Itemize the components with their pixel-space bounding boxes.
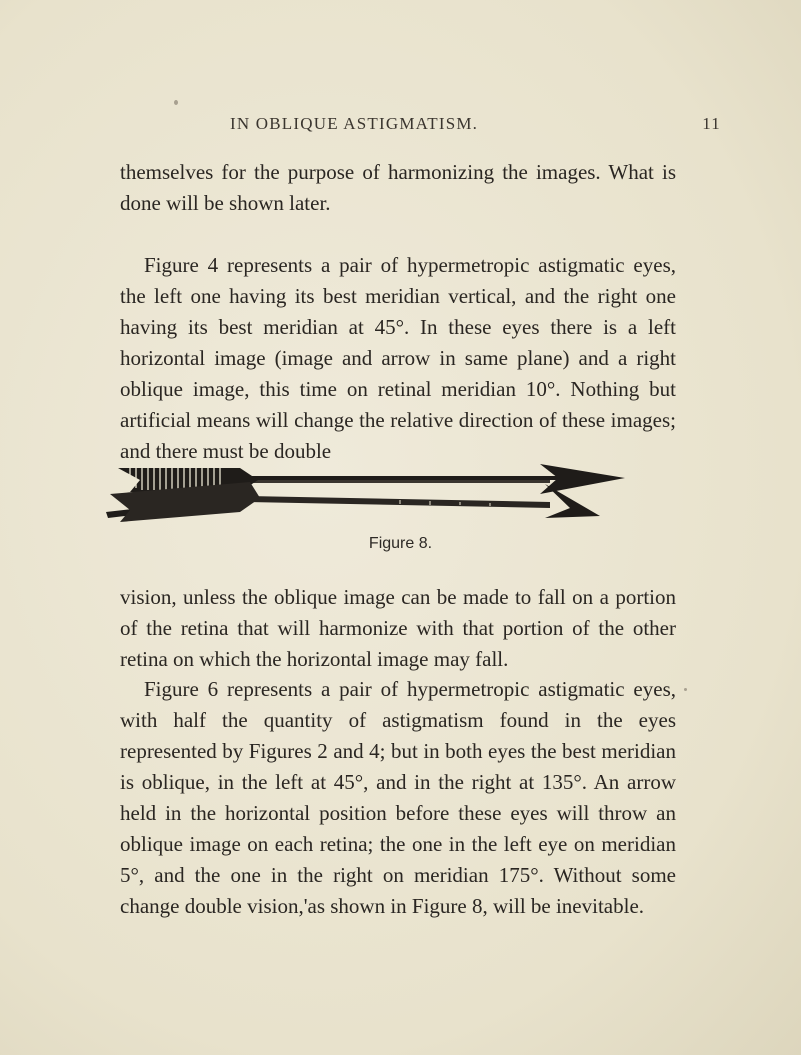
running-title: IN OBLIQUE ASTIGMATISM. bbox=[230, 114, 479, 133]
paper-speck bbox=[174, 100, 178, 105]
oblique-arrow bbox=[106, 482, 600, 522]
paragraph-1: themselves for the purpose of harmonizing the images. What is done will be shown later. bbox=[120, 160, 676, 215]
oblique-arrow-feathers bbox=[110, 482, 260, 522]
figure-caption: Figure 8. bbox=[368, 535, 433, 552]
paragraph-2: Figure 4 represents a pair of hypermetropic astigmatic eyes, the left one having its best meridian vertical, and the right one having its best meridian at 45°. In these eyes there is a left horizontal image (image and arrow in same plane) and a right oblique image, this time on retinal meridian 10°. Nothing but artificial means will change the relative direction of these images; and there must be double bbox=[120, 253, 676, 463]
page-number: 11 bbox=[702, 114, 721, 133]
paragraph-4: Figure 6 represents a pair of hypermetropic astigmatic eyes, with half the quantity of astigmatism found in the eyes represented by Figures 2 and 4; but in both eyes the best meridian is oblique, in the left at 45°, and in the right at 135°. An arrow held in the horizontal position before these eyes will throw an oblique image on each retina; the one in the left eye on meridian 5°, and the one in the right on meridian 175°. Without some change double vision,'as shown in Figure 8, will be inevitable. bbox=[120, 677, 676, 918]
paper-speck bbox=[684, 688, 687, 691]
paragraph-3: vision, unless the oblique image can be made to fall on a portion of the retina that will harmonize with that portion of the other retina on which the horizontal image may fall. bbox=[120, 585, 676, 671]
double-arrow-icon bbox=[100, 456, 660, 576]
oblique-arrow-head bbox=[545, 484, 600, 518]
